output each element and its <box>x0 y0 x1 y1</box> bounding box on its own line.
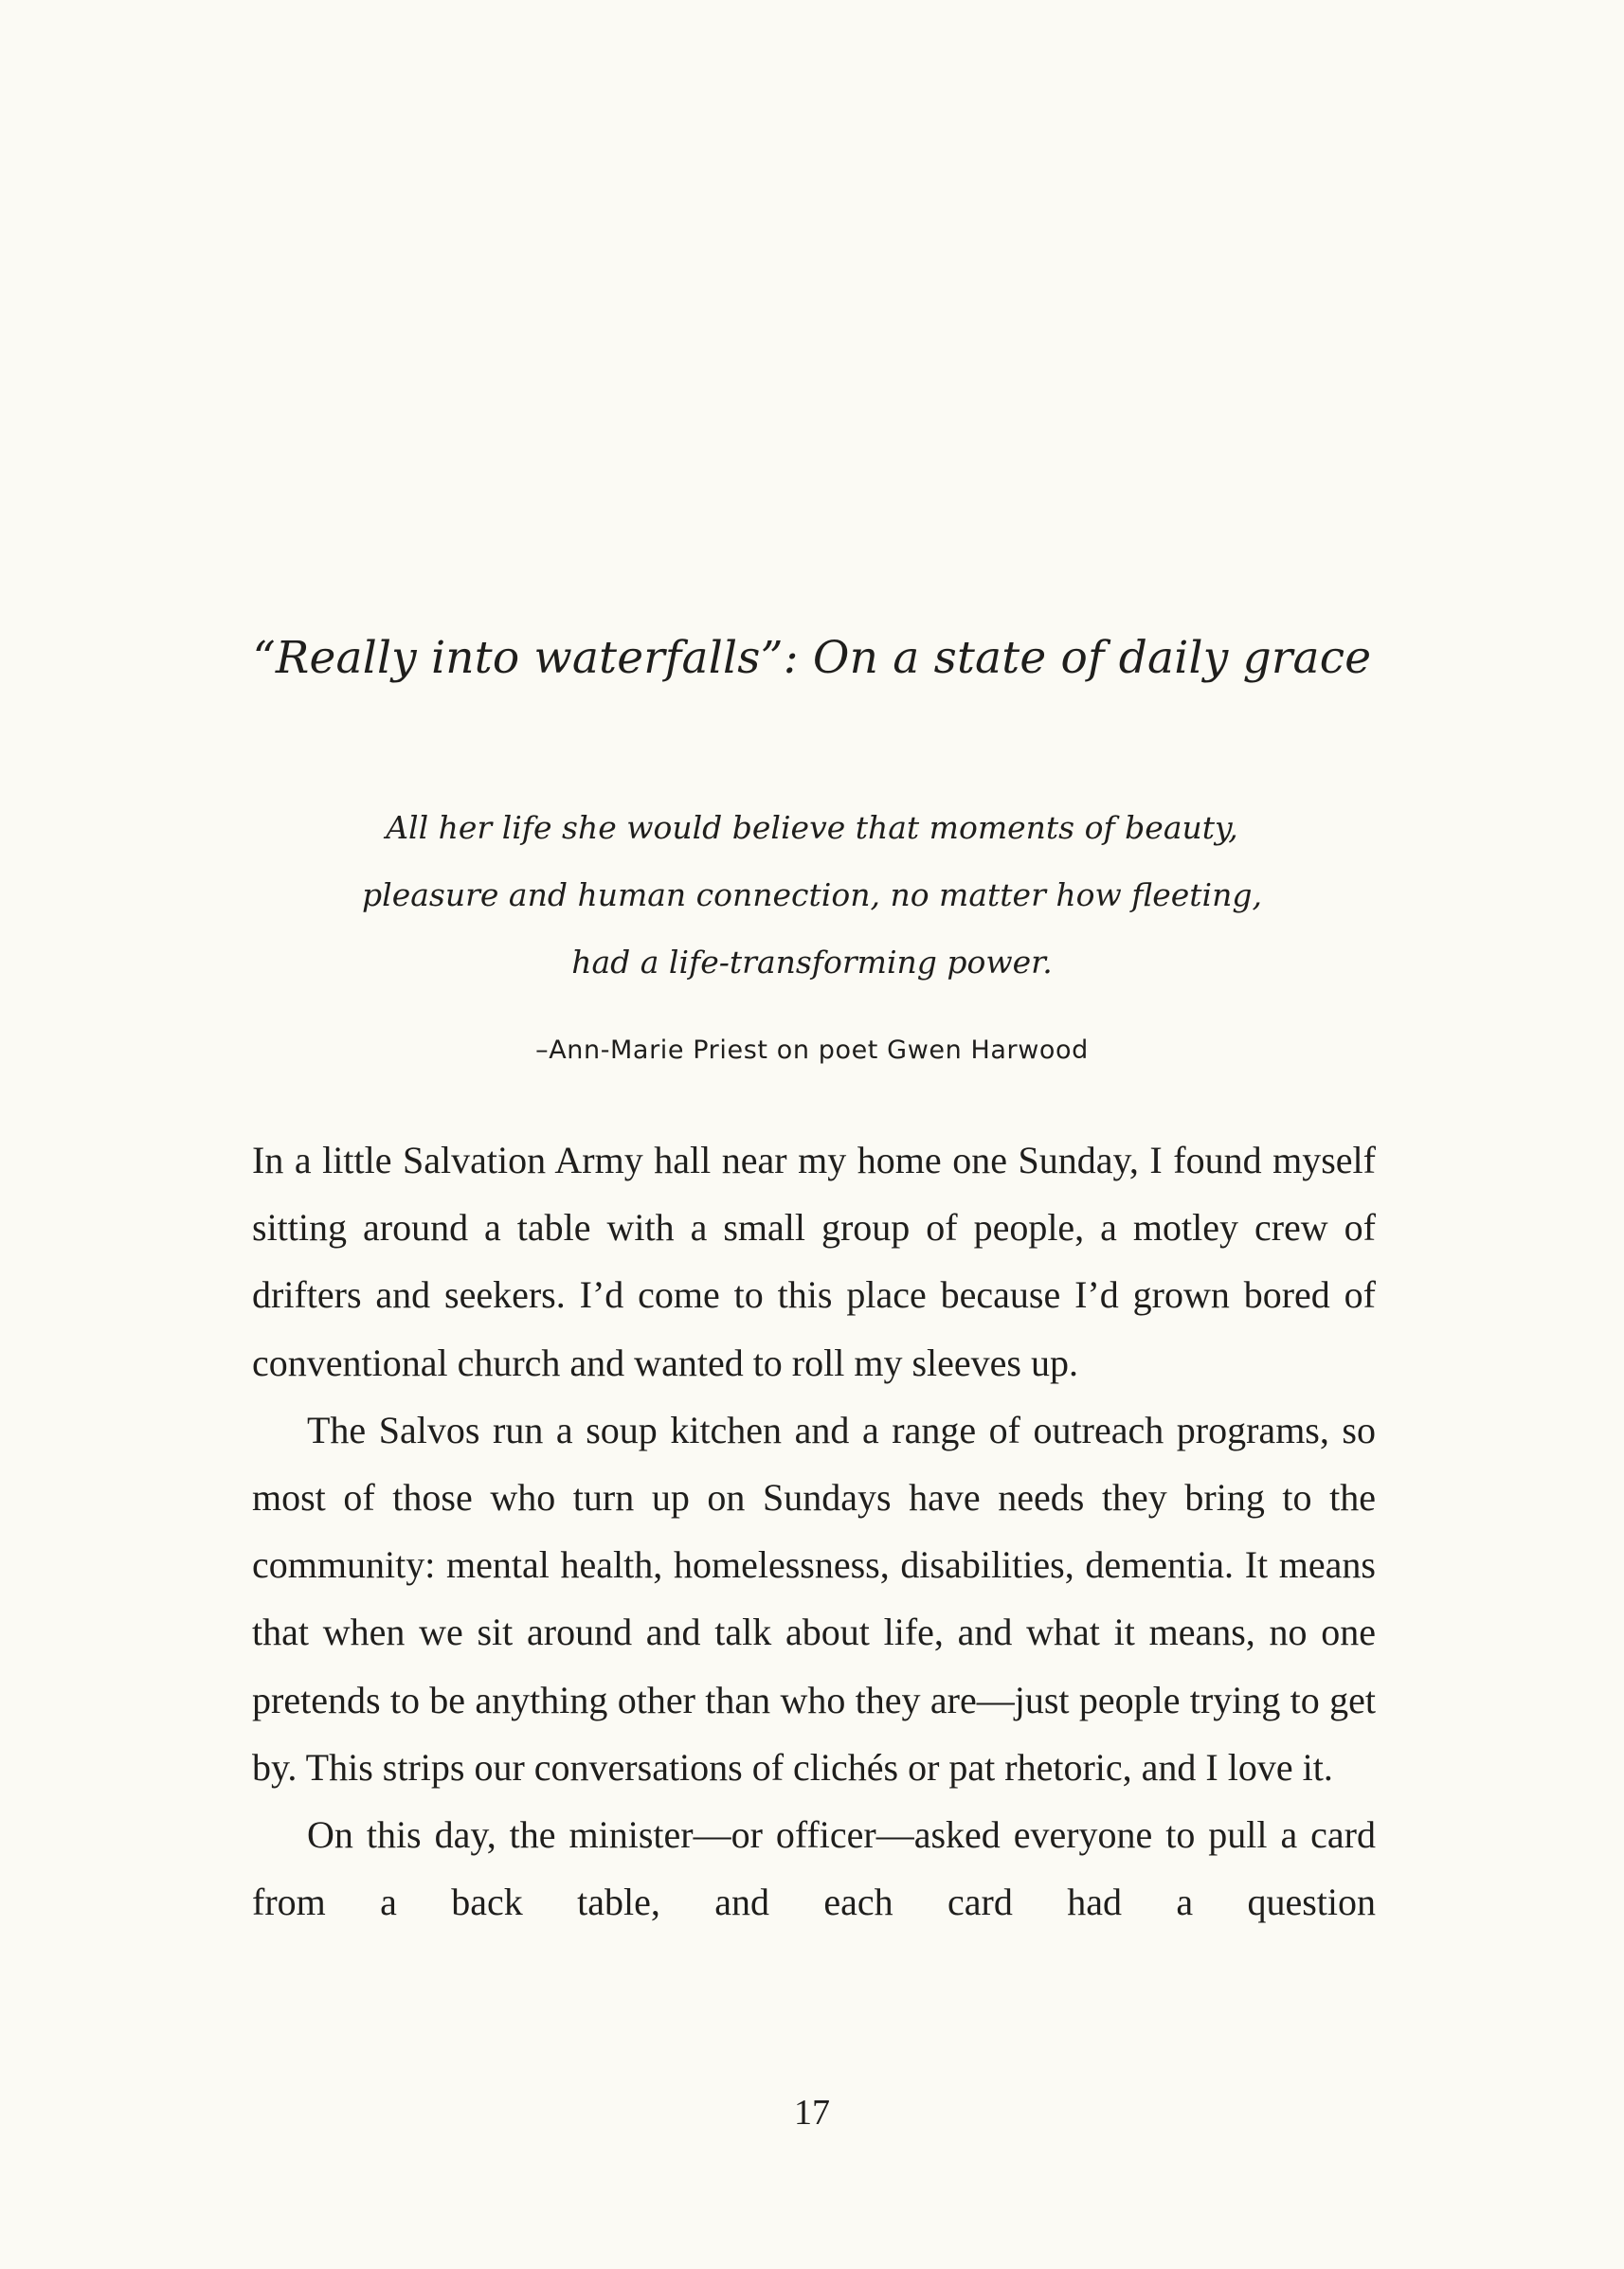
body-paragraph: The Salvos run a soup kitchen and a range of outreach programs, so most of those who turn up on Sundays have needs they bring to the community: mental health, homelessness, disabilities, dementia. It means that when we sit around and talk about life, and what it means, no one pretends to be anything other than who they are—just people trying to get by. This strips our conversations of clichés or pat rhetoric, and I love it. <box>252 1408 1376 1789</box>
epigraph-quote <box>0 794 1624 996</box>
epigraph-line: pleasure and human connection, no matter how fleeting, <box>362 876 1262 913</box>
body-text <box>252 1126 1376 1936</box>
epigraph-line: had a life-transforming power. <box>571 944 1053 981</box>
chapter-title: “Really into waterfalls”: On a state of daily grace <box>252 632 1372 684</box>
epigraph-line: All her life she would believe that moments of beauty, <box>386 809 1238 846</box>
page-number: 17 <box>794 2093 830 2133</box>
body-paragraph: On this day, the minister—or officer—asked everyone to pull a card from a back table, and each card had a question <box>252 1813 1376 1924</box>
body-paragraph: In a little Salvation Army hall near my home one Sunday, I found myself sitting around a table with a small group of people, a motley crew of drifters and seekers. I’d come to this place because I’d grown bored of conventional church and wanted to roll my sleeves up. <box>252 1139 1376 1384</box>
epigraph-attribution: –Ann-Marie Priest on poet Gwen Harwood <box>535 1035 1089 1065</box>
